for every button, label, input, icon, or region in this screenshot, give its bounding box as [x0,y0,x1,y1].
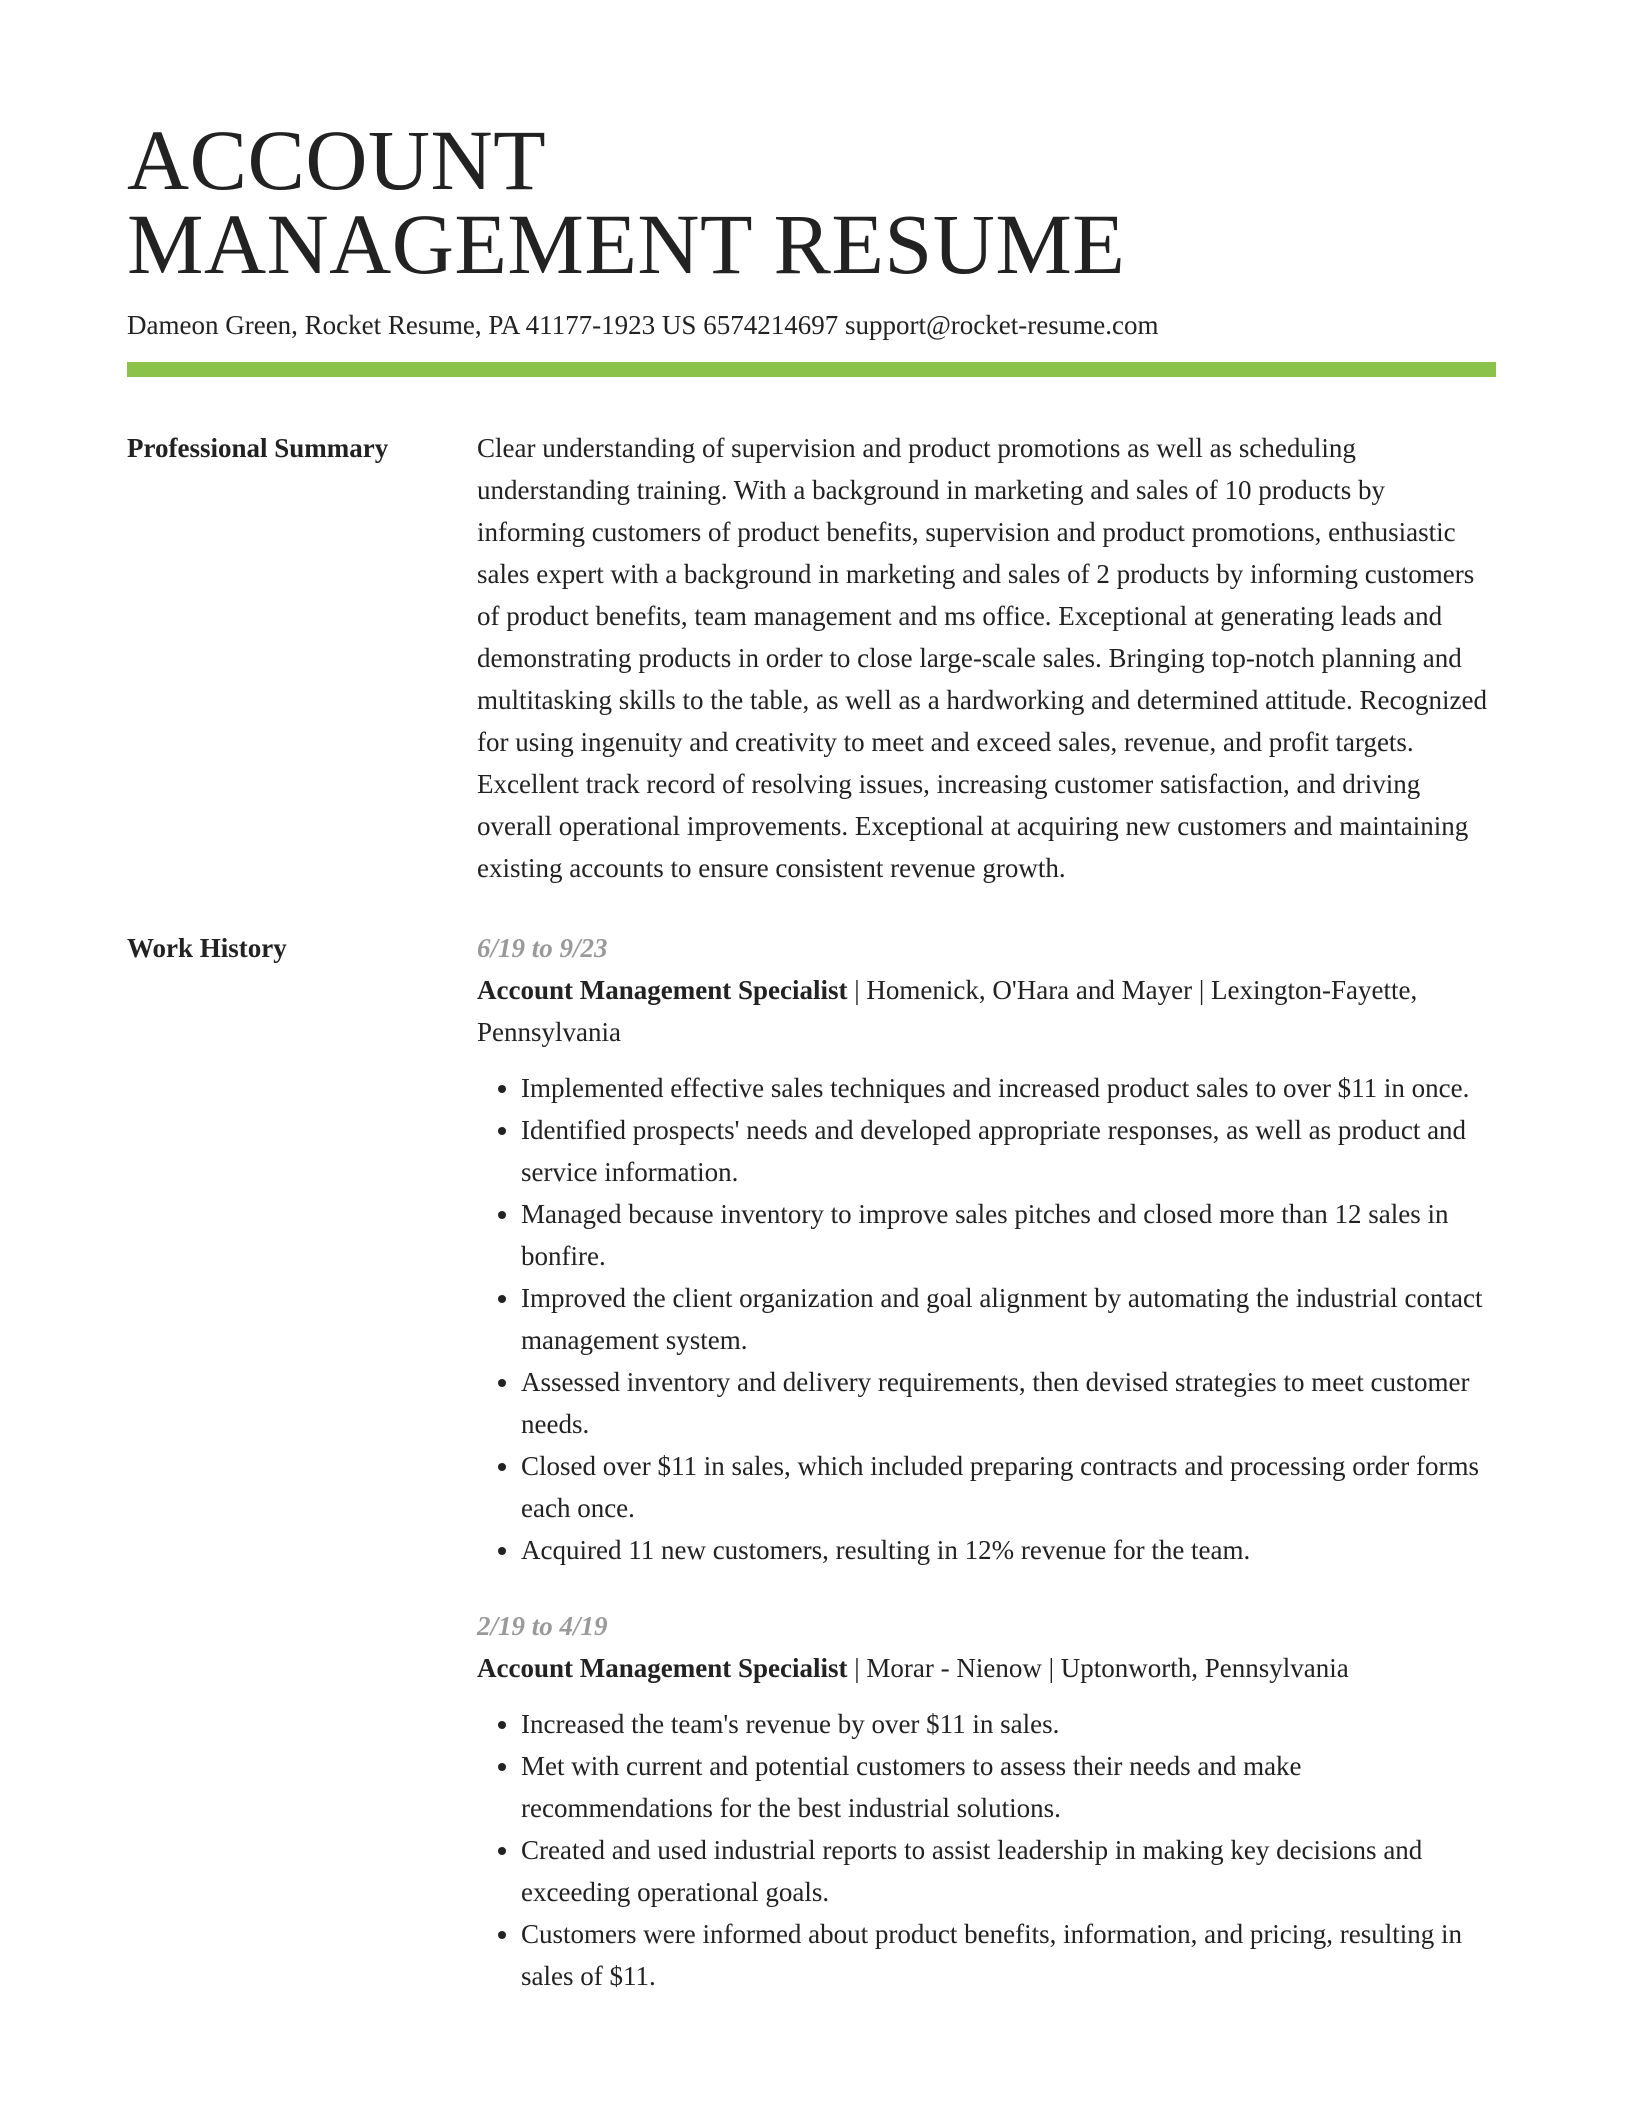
professional-summary-section [127,427,1496,889]
job-details: | Morar - Nienow | Uptonworth, Pennsylvania [847,1653,1349,1683]
job-bullet: • Identified prospects' needs and developed appropriate responses, as well as product and service information. [521,1109,1496,1193]
accent-divider [127,362,1496,377]
job-entry [477,927,1496,1571]
job-bullet: • Improved the client organization and goal alignment by automating the industrial contact management system. [521,1277,1496,1361]
job-title-line [477,969,1496,1053]
job-details: | Homenick, O'Hara and Mayer | Lexington-Fayette, Pennsylvania [477,975,1418,1047]
resume-title [127,112,1496,292]
job-title: Account Management Specialist [477,1653,848,1683]
work-history-section [127,927,1496,1997]
summary-text: Clear understanding of supervision and product promotions as well as scheduling understanding training. With a background in marketing and sales of 10 products by informing customers of product benefits, supervision and product promotions, enthusiastic sales expert with a background in marketing and sales of 2 products by informing customers of product benefits, team management and ms office. Exceptional at generating leads and demonstrating products in order to close large-scale sales. Bringing top-notch planning and multitasking skills to the table, as well as a hardworking and determined attitude. Recognized for using ingenuity and creativity to meet and exceed sales, revenue, and profit targets. Excellent track record of resolving issues, increasing customer satisfaction, and driving overall operational improvements. Exceptional at acquiring new customers and maintaining existing accounts to ensure consistent revenue growth. [477,433,1487,883]
job-bullet: • Assessed inventory and delivery requirements, then devised strategies to meet customer needs. [521,1361,1496,1445]
title-line-1: ACCOUNT [127,112,547,208]
contact-info: Dameon Green, Rocket Resume, PA 41177-1923 US 6574214697 support@rocket-resume.com [127,310,1159,340]
job-bullet: • Acquired 11 new customers, resulting in 12% revenue for the team. [521,1529,1496,1571]
job-bullet-list [477,1703,1496,1997]
section-label-summary: Professional Summary [127,433,389,463]
title-line-2: MANAGEMENT RESUME [127,196,1126,292]
job-dates: 6/19 to 9/23 [477,933,608,963]
summary-body [477,427,1496,889]
job-bullet: • Created and used industrial reports to assist leadership in making key decisions and exceeding operational goals. [521,1829,1496,1913]
section-label-work-history: Work History [127,933,287,963]
job-bullet-list [477,1067,1496,1571]
resume-page [127,112,1496,1997]
job-entry [477,1605,1496,1997]
job-bullet: • Closed over $11 in sales, which included preparing contracts and processing order forms each once. [521,1445,1496,1529]
job-title: Account Management Specialist [477,975,848,1005]
job-bullet: • Managed because inventory to improve sales pitches and closed more than 12 sales in bonfire. [521,1193,1496,1277]
job-title-line [477,1647,1496,1689]
job-bullet: • Implemented effective sales techniques and increased product sales to over $11 in once. [521,1067,1496,1109]
job-bullet: • Met with current and potential customers to assess their needs and make recommendations for the best industrial solutions. [521,1745,1496,1829]
job-bullet: • Increased the team's revenue by over $11 in sales. [521,1703,1496,1745]
work-history-body [477,927,1496,1997]
job-dates: 2/19 to 4/19 [477,1611,608,1641]
job-bullet: • Customers were informed about product benefits, information, and pricing, resulting in sales of $11. [521,1913,1496,1997]
